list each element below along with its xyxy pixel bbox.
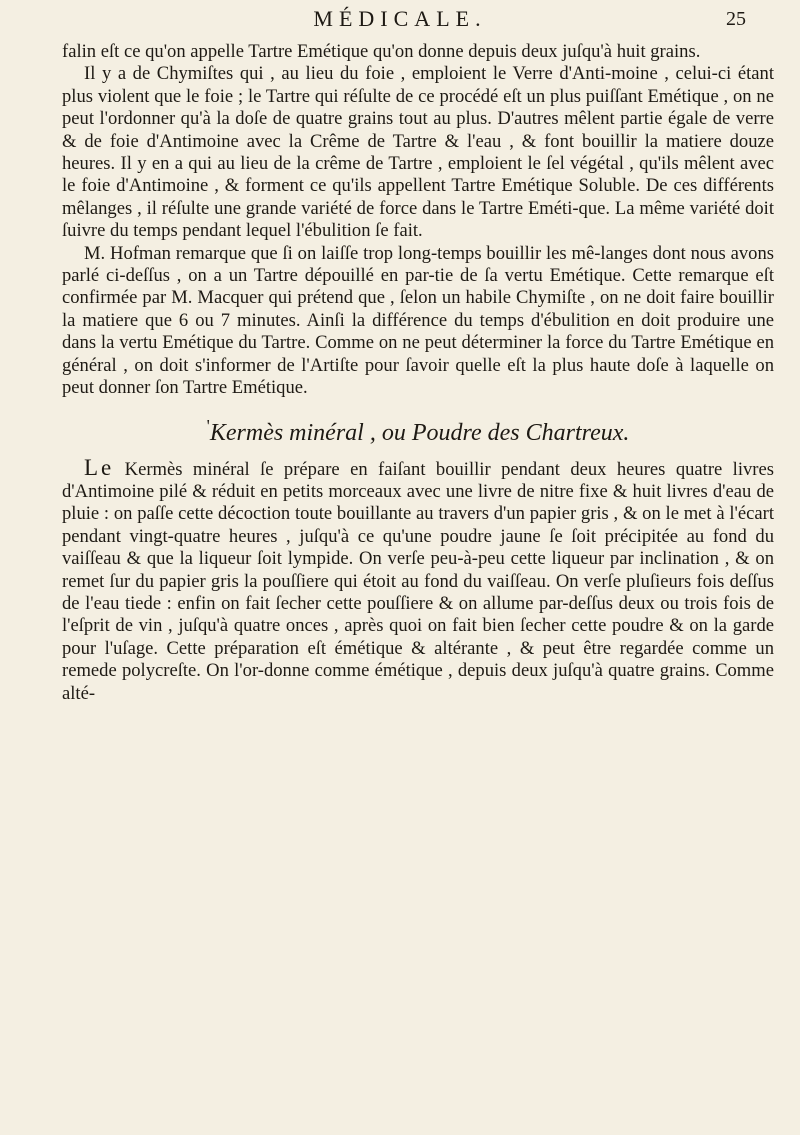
paragraph-4 <box>62 454 774 705</box>
paragraph-4-text: Kermès minéral ſe prépare en faiſant bouillir pendant deux heures quatre livres d'Antimoine pilé & réduit en petits morceaux avec une livre de nitre fixe & huit livres d'eau de pluie : on paſſe cette décoction toute bouillante au travers d'un papier gris , & on le met à l'écart pendant vingt-quatre heures , juſqu'à ce qu'une poudre jaune ſe ſoit précipitée au fond du vaiſſeau & que la liqueur ſoit lympide. On verſe peu-à-peu cette liqueur par inclination , & on remet ſur du papier gris la pouſſiere qui étoit au fond du vaiſſeau. On verſe pluſieurs fois deſſus de l'eau tiede : enfin on fait ſecher cette pouſſiere & on allume par-deſſus deux ou trois fois de l'eſprit de vin , juſqu'à quatre onces , après quoi on fait bien ſecher cette poudre & on la garde pour l'uſage. Cette préparation eſt émétique & altérante , & peut être regardée comme un remede polycreſte. On l'or-donne comme émétique , depuis deux juſqu'à quatre grains. Comme alté- <box>62 458 774 704</box>
paragraph-1: falin eſt ce qu'on appelle Tartre Emétique qu'on donne depuis deux juſqu'à huit grains. <box>62 41 701 62</box>
paragraph-3: M. Hofman remarque que ſi on laiſſe trop long-temps bouillir les mê-langes dont nous avons parlé ci-deſſus , on a un Tartre dépouillé en par-tie de ſa vertu Emétique. Cette remarque eſt confirmée par M. Macquer qui prétend que , ſelon un habile Chymiſte , on ne doit faire bouillir la matiere que 6 ou 7 minutes. Ainſi la différence du temps d'ébulition en doit produire une dans la vertu Emétique du Tartre. Comme on ne peut déterminer la force du Tartre Emétique en général , on doit s'informer de l'Artiſte pour ſavoir quelle eſt la plus haute doſe à laquelle on peut donner ſon Tartre Emétique. <box>62 242 774 399</box>
section-title <box>62 411 774 448</box>
running-title: MÉDICALE. <box>313 6 487 31</box>
section-title-text: Kermès minéral , ou Poudre des Chartreux. <box>209 419 630 446</box>
section-mark: ' <box>206 415 210 436</box>
drop-cap: Le <box>84 454 115 480</box>
page-number: 25 <box>726 8 746 30</box>
page-header <box>0 4 800 34</box>
paragraph-2: Il y a de Chymiſtes qui , au lieu du foie , emploient le Verre d'Anti-moine , celui-ci étant plus violent que le foie ; le Tartre qui réſulte de ce procédé eſt un plus puiſſant Emétique , on ne peut l'ordonner qu'à la doſe de quatre grains tout au plus. D'autres mêlent partie égale de verre & de foie d'Antimoine avec la Crême de Tartre & l'eau , & font bouillir la matiere douze heures. Il y en a qui au lieu de la crême de Tartre , emploient le ſel végétal , qu'ils mêlent avec le foie d'Antimoine , & forment ce qu'ils appellent Tartre Emétique Soluble. De ces différents mêlanges , il réſulte une grande variété de force dans le Tartre Eméti-que. La même variété doit ſuivre du temps pendant lequel l'ébulition ſe fait. <box>62 63 774 242</box>
body-text <box>62 41 774 705</box>
